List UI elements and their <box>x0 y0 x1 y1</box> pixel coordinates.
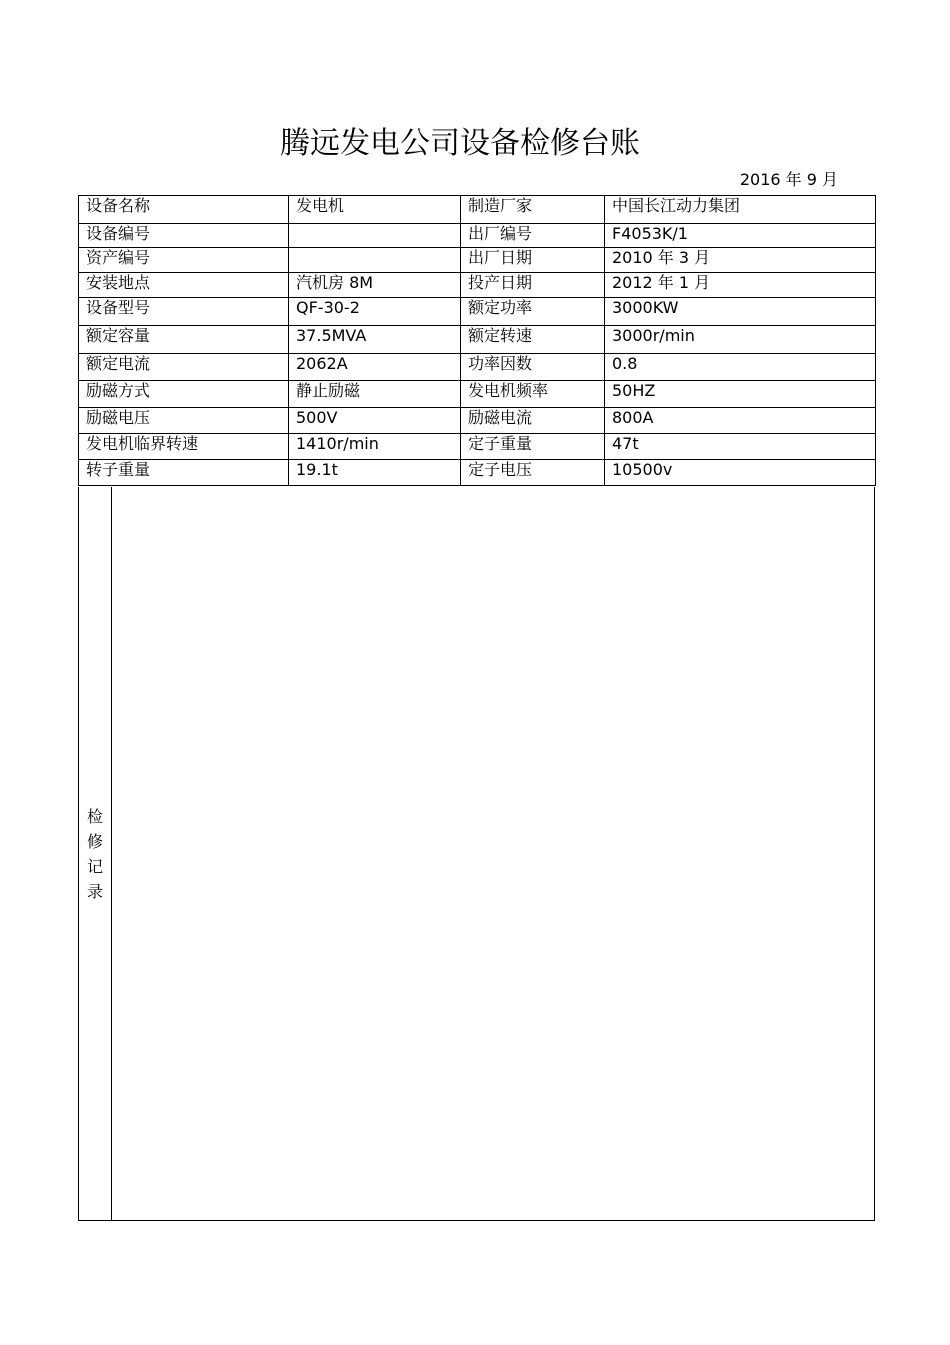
field-value: 中国长江动力集团 <box>605 196 876 224</box>
field-value: 800A <box>605 408 876 434</box>
field-value: 2062A <box>289 354 461 381</box>
table-row <box>79 381 876 408</box>
field-label: 设备名称 <box>79 196 289 224</box>
field-label: 制造厂家 <box>461 196 605 224</box>
table-row <box>79 273 876 298</box>
field-label: 定子重量 <box>461 434 605 460</box>
table-row <box>79 434 876 460</box>
table-row <box>79 298 876 326</box>
field-label: 励磁电流 <box>461 408 605 434</box>
field-value: 47t <box>605 434 876 460</box>
field-label: 额定电流 <box>79 354 289 381</box>
field-value: 50HZ <box>605 381 876 408</box>
field-value: 0.8 <box>605 354 876 381</box>
field-value: 静止励磁 <box>289 381 461 408</box>
table-row <box>79 326 876 354</box>
field-label: 设备编号 <box>79 224 289 248</box>
field-value: 发电机 <box>289 196 461 224</box>
field-label: 设备型号 <box>79 298 289 326</box>
field-label: 额定转速 <box>461 326 605 354</box>
maintenance-record-label: 检修记录 <box>86 806 103 901</box>
maintenance-record-area <box>112 487 874 1220</box>
field-label: 投产日期 <box>461 273 605 298</box>
field-label: 安装地点 <box>79 273 289 298</box>
field-value: 3000KW <box>605 298 876 326</box>
equipment-info-table <box>78 195 876 486</box>
field-value: 37.5MVA <box>289 326 461 354</box>
table-row <box>79 248 876 273</box>
field-label: 额定功率 <box>461 298 605 326</box>
table-row <box>79 354 876 381</box>
field-value: 2010 年 3 月 <box>605 248 876 273</box>
field-value <box>289 248 461 273</box>
field-value: 汽机房 8M <box>289 273 461 298</box>
document-date: 2016 年 9 月 <box>739 170 838 189</box>
table-row <box>79 196 876 224</box>
field-label: 出厂日期 <box>461 248 605 273</box>
field-value: 1410r/min <box>289 434 461 460</box>
field-value: 500V <box>289 408 461 434</box>
field-label: 转子重量 <box>79 460 289 486</box>
field-value <box>289 224 461 248</box>
field-label: 发电机临界转速 <box>79 434 289 460</box>
field-value: 19.1t <box>289 460 461 486</box>
maintenance-record-label-cell <box>79 487 112 1220</box>
field-value: 2012 年 1 月 <box>605 273 876 298</box>
table-row <box>79 460 876 486</box>
field-label: 发电机频率 <box>461 381 605 408</box>
field-label: 功率因数 <box>461 354 605 381</box>
maintenance-record-section <box>78 487 875 1221</box>
field-value: 3000r/min <box>605 326 876 354</box>
field-label: 出厂编号 <box>461 224 605 248</box>
field-value: 10500v <box>605 460 876 486</box>
table-row <box>79 408 876 434</box>
field-label: 定子电压 <box>461 460 605 486</box>
field-label: 资产编号 <box>79 248 289 273</box>
field-label: 额定容量 <box>79 326 289 354</box>
table-row <box>79 224 876 248</box>
field-value: QF-30-2 <box>289 298 461 326</box>
document-title: 腾远发电公司设备检修台账 <box>280 126 640 161</box>
field-label: 励磁方式 <box>79 381 289 408</box>
field-label: 励磁电压 <box>79 408 289 434</box>
field-value: F4053K/1 <box>605 224 876 248</box>
